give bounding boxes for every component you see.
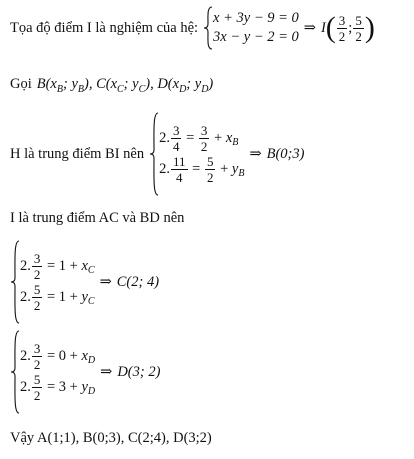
system-C: 2. $\frac{3}{2}$ = 1 + x C 2. $\frac{5}{2}$ = 1 + y C ⇒ C(2; 4)	[10, 240, 159, 324]
intro-text-4: I là trung điểm AC và BD nên	[10, 210, 185, 226]
equation-row: 2. $\frac{3}{4}$ = $\frac{3}{2}$ + x B	[159, 123, 239, 154]
brace-icon	[10, 240, 20, 324]
system-eq-2: 3x − y − 2 = 0	[213, 29, 299, 45]
brace-icon	[203, 6, 213, 50]
system-D: 2. $\frac{3}{2}$ = 0 + x D 2. $\frac{5}{2}$ = 3 + y D ⇒ D(3; 2)	[10, 330, 160, 414]
brace-icon	[10, 330, 20, 414]
intro-text-1: Tọa độ điểm I là nghiệm của hệ:	[10, 19, 199, 36]
goi-text: Gọi	[10, 76, 32, 92]
equation-row: 2. $\frac{11}{4}$ = $\frac{5}{2}$ + y B	[159, 154, 245, 185]
fraction: $\frac{5}{2}$	[355, 12, 362, 44]
points-BCD: $B(x_B$; $y_B$), $C(x_C$; $y_C$), $D(x_D$; $y_D$)	[36, 76, 214, 95]
result-C: C(2; 4)	[116, 273, 160, 290]
system-eq-1: x + 3y − 9 = 0	[213, 10, 299, 26]
equation-row: 2. $\frac{3}{2}$ = 1 + x C	[20, 251, 95, 282]
brace-icon	[149, 112, 159, 196]
point-I-label: I	[320, 19, 326, 36]
line-system-I: Tọa độ điểm I là nghiệm của hệ: x + 3y − 9 = 0 3x − y − 2 = 0 ⇒ I ( $\frac{3}{2}$ ; $\frac{5}{2}$ )	[10, 6, 375, 50]
equation-row: 2. $\frac{5}{2}$ = 1 + y C	[20, 282, 95, 313]
equation-row: 2. $\frac{3}{2}$ = 0 + x D	[20, 341, 96, 372]
fraction: $\frac{3}{2}$	[338, 12, 346, 44]
equation-row: 2. $\frac{5}{2}$ = 3 + y D	[20, 372, 96, 403]
result-B: B(0;3)	[266, 145, 305, 162]
intro-text-3: H là trung điểm BI nên	[10, 145, 145, 162]
implies-arrow: ⇒	[303, 19, 316, 36]
line-midpoint-BI: H là trung điểm BI nên 2. $\frac{3}{4}$ = $\frac{3}{2}$ + x B 2. $\frac{11}{4}$ = $\frac{5}{2}$ + y B ⇒ B(0;3)	[10, 112, 304, 196]
result-D: D(3; 2)	[117, 363, 161, 380]
conclusion-text: Vậy A(1;1), B(0;3), C(2;4), D(3;2)	[10, 430, 212, 446]
line-midpoints-AC-BD	[10, 210, 184, 227]
conclusion	[10, 430, 212, 447]
line-goi	[10, 76, 213, 93]
